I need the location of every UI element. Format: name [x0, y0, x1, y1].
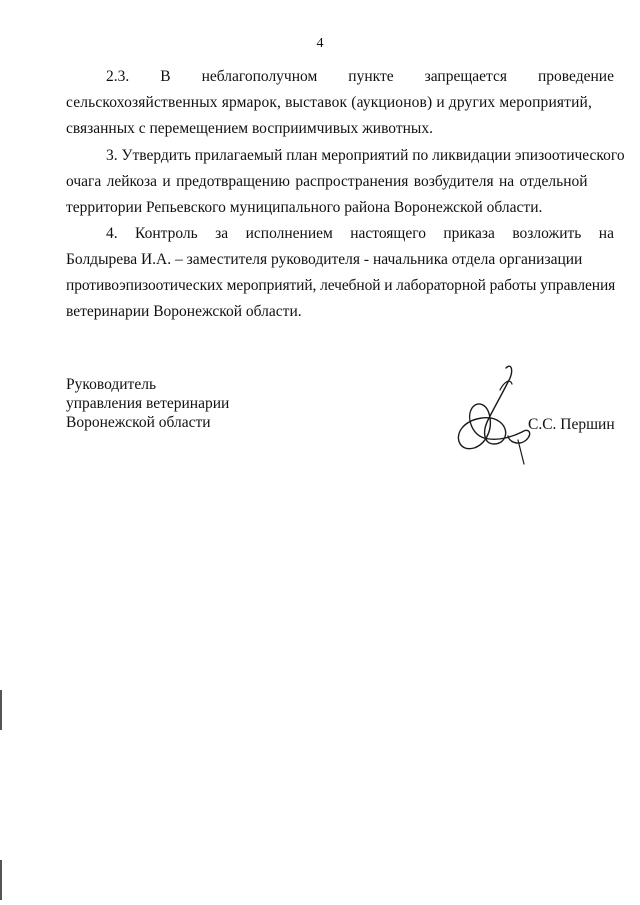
word: 2.3.	[106, 68, 130, 85]
word: запрещается	[424, 68, 508, 85]
signatory-name: С.С. Першин	[528, 416, 615, 433]
paragraph-line	[66, 64, 614, 90]
paragraph-line: противоэпизоотических мероприятий, лечебной и лабораторной работы управления	[66, 277, 616, 294]
signatory-title	[66, 375, 229, 432]
paragraph-line: связанных с перемещением восприимчивых животных.	[66, 120, 433, 137]
page-number: 4	[316, 36, 324, 51]
word: за	[215, 225, 229, 242]
word: 4.	[106, 225, 118, 242]
paragraph-3	[66, 143, 625, 221]
word: на	[598, 225, 614, 242]
paragraph-line	[66, 221, 614, 247]
scan-edge-mark	[0, 690, 2, 730]
paragraph-line: ветеринарии Воронежской области.	[66, 303, 302, 320]
paragraph-line: очага лейкоза и предотвращению распространения возбудителя на отдельной	[66, 173, 588, 190]
signatory-title-line: Воронежской области	[66, 414, 211, 431]
signatory-title-line: управления ветеринарии	[66, 395, 230, 412]
word: Контроль	[135, 225, 198, 242]
handwritten-signature	[448, 360, 538, 470]
paragraph-line: 3. Утвердить прилагаемый план мероприятий по ликвидации эпизоотического	[106, 147, 625, 164]
paragraph-4	[66, 221, 614, 325]
word: исполнением	[245, 225, 333, 242]
paragraph-2-3	[66, 64, 614, 142]
word: возложить	[512, 225, 582, 242]
signatory-title-line: Руководитель	[66, 376, 157, 393]
paragraph-line: территории Репьевского муниципального района Воронежской области.	[66, 199, 543, 216]
word: проведение	[538, 68, 614, 85]
word: настоящего	[350, 225, 426, 242]
word: пункте	[348, 68, 394, 85]
paragraph-line: сельскохозяйственных ярмарок, выставок (аукционов) и других мероприятий,	[66, 94, 593, 111]
paragraph-line: Болдырева И.А. – заместителя руководителя - начальника отдела организации	[66, 251, 583, 268]
word: приказа	[443, 225, 495, 242]
word: В	[160, 68, 171, 85]
word: неблагополучном	[201, 68, 318, 85]
scan-edge-mark	[0, 860, 2, 900]
